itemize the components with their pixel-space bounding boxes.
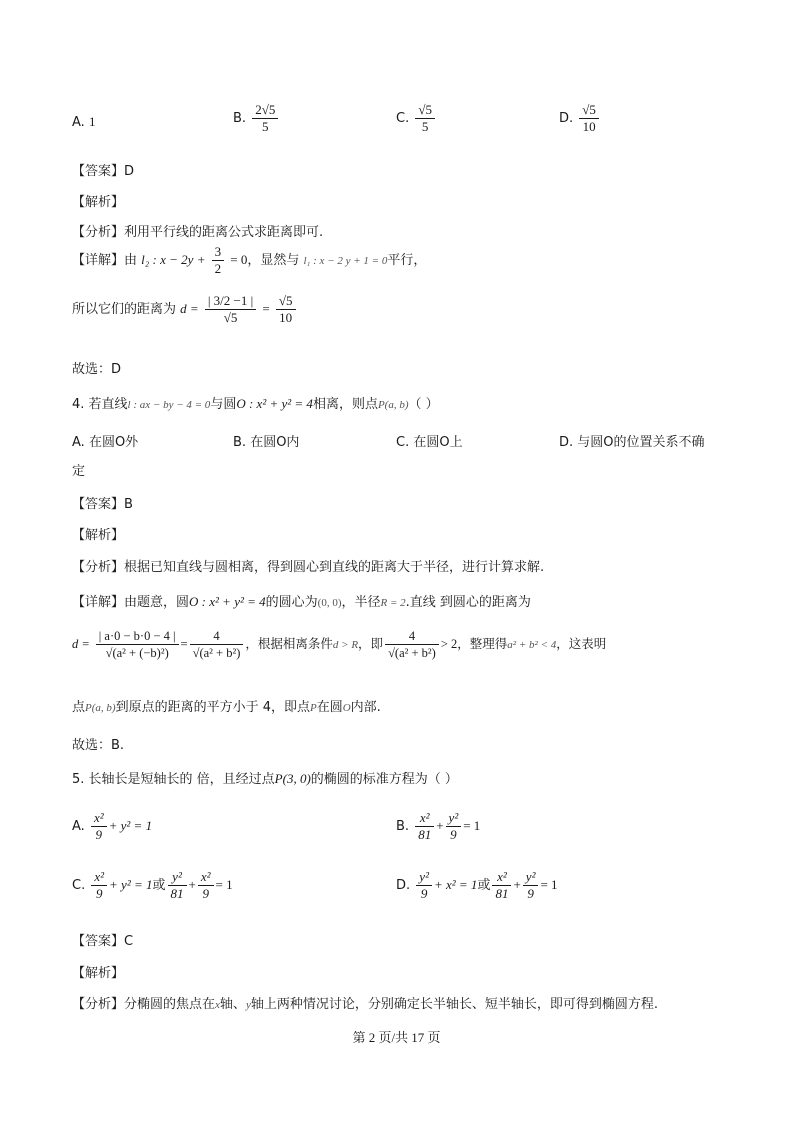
q3-option-d xyxy=(559,102,601,135)
equation-circle: O : x² + y² = 4 xyxy=(189,594,266,609)
analysis-heading: 【解析】 xyxy=(72,528,125,543)
inequality-tail: > 2 xyxy=(440,637,458,651)
equation-d: d = xyxy=(72,637,90,651)
option-letter: A. xyxy=(72,115,85,130)
q4-stem xyxy=(72,393,439,412)
numerator: y² xyxy=(416,869,432,886)
denominator: 10 xyxy=(279,310,293,325)
text: ，即 xyxy=(358,636,384,651)
fenxi-label: 【分析】 xyxy=(72,560,125,575)
choose-text: 故选：B. xyxy=(72,738,125,753)
inequality-result: a² + b² < 4 xyxy=(507,639,557,651)
option-letter: A. xyxy=(72,819,85,834)
answer-label: 【答案】 xyxy=(72,164,125,179)
point: P(a, b) xyxy=(85,702,116,714)
answer-label: 【答案】 xyxy=(72,934,125,949)
fraction xyxy=(579,102,599,135)
answer-label: 【答案】 xyxy=(72,497,125,512)
q4-option-a xyxy=(72,431,138,450)
denominator: 81 xyxy=(170,886,184,901)
text: 与圆 xyxy=(210,397,237,412)
text: ，半径 xyxy=(341,595,381,610)
numerator: √5 xyxy=(276,293,296,310)
q5-option-c xyxy=(72,869,233,902)
numerator: 4 xyxy=(190,628,244,645)
q4-option-c xyxy=(396,431,463,450)
text: 由 xyxy=(124,253,138,268)
text: 轴上两种情况讨论，分别确定长半轴长、短半轴长，即可得到椭圆方程. xyxy=(250,997,658,1012)
q4-distance-line: d = $\frac{| a\cdot 0 - b\cdot 0 - 4 |}{\text{√(a² + (−b)²)}}$ = $\frac{4}{\text{√(a² + b²)}}$ ，根据相离条件d > R，即 $\frac{4}{\text{√(a² + b²)}}$ > 2，整理得a² + b² < 4，这表明 xyxy=(72,629,607,660)
or-text: 或 xyxy=(477,878,491,893)
text: 的椭圆的标准方程为（ ） xyxy=(310,772,458,787)
point: P(3, 0) xyxy=(274,771,311,786)
text: 点 xyxy=(72,700,86,715)
analysis-heading: 【解析】 xyxy=(72,966,125,981)
fraction xyxy=(492,869,511,902)
numerator: √5 xyxy=(415,102,435,119)
fraction xyxy=(91,869,107,902)
equation-tail: + y² = 1 xyxy=(108,818,153,833)
equation-circle: O : x² + y² = 4 xyxy=(236,396,313,411)
denominator: 81 xyxy=(418,827,432,842)
option-letter: D. xyxy=(559,111,574,126)
option-text: 1 xyxy=(88,114,96,129)
q4-answer xyxy=(72,493,133,512)
fraction xyxy=(252,102,278,135)
q5-jiexi xyxy=(72,962,124,981)
choose-text: 故选：D xyxy=(72,362,122,377)
q3-xiangjie xyxy=(72,244,426,277)
option-text: 与圆O的位置关系不确 xyxy=(577,435,705,450)
equals-one: = 1 xyxy=(463,818,481,833)
equation-line: l : ax − by − 4 = 0 xyxy=(127,399,211,411)
xiangjie-label: 【详解】 xyxy=(72,253,125,268)
text: 相离，则点 xyxy=(312,397,378,412)
numerator: | a·0 − b·0 − 4 | xyxy=(96,628,179,645)
condition: d > R xyxy=(332,639,359,651)
point-label: P xyxy=(309,702,317,714)
q5-option-a xyxy=(72,810,152,843)
equation-d: d = xyxy=(180,301,199,316)
page-number: 第 2 页/共 17 页 xyxy=(352,1030,441,1045)
fraction xyxy=(205,293,256,326)
q3-answer xyxy=(72,160,134,179)
fraction xyxy=(523,869,539,902)
fraction xyxy=(198,869,214,902)
fenxi-label: 【分析】 xyxy=(72,997,125,1012)
text: 在圆 xyxy=(316,700,343,715)
text: 内部. xyxy=(350,700,381,715)
fraction xyxy=(415,102,435,135)
equals-one: = 1 xyxy=(540,877,558,892)
option-letter: C. xyxy=(396,111,410,126)
numerator: √5 xyxy=(579,102,599,119)
q4-fenxi xyxy=(72,556,544,575)
numerator: x² xyxy=(91,869,107,886)
text: 分椭圆的焦点在 xyxy=(124,997,216,1012)
q4-option-b xyxy=(233,431,299,450)
denominator: 9 xyxy=(450,827,457,842)
or-text: 或 xyxy=(152,878,166,893)
q3-choose xyxy=(72,358,121,377)
numerator: x² xyxy=(415,810,434,827)
option-letter: C. xyxy=(396,435,410,450)
equals-one: = 1 xyxy=(215,877,233,892)
text: ，显然与 xyxy=(247,253,300,268)
fraction xyxy=(212,244,225,277)
denominator: 5 xyxy=(421,119,429,134)
text: ，整理得 xyxy=(457,636,508,651)
q3-jiexi xyxy=(72,191,124,210)
denominator: √(a² + b²) xyxy=(192,646,241,660)
q5-option-b xyxy=(396,810,480,843)
q4-jiexi xyxy=(72,524,124,543)
denominator: 9 xyxy=(202,886,209,901)
option-text: 在圆O上 xyxy=(413,435,463,450)
q4-xiangjie xyxy=(72,591,531,610)
numerator: 3 xyxy=(212,244,225,261)
q5-stem xyxy=(72,768,458,787)
q5-option-d xyxy=(396,869,558,902)
xiangjie-label: 【详解】 xyxy=(72,595,125,610)
denominator: 9 xyxy=(95,886,103,901)
q3-distance: 所以它们的距离为 d = $\frac{| 3/2 -1 |}{√5}$ = $\frac{√5}{10}$ xyxy=(72,293,298,326)
option-text: 定 xyxy=(72,464,86,479)
text: .直线 到圆心的距离为 xyxy=(405,595,531,610)
text: ，这表明 xyxy=(556,636,607,651)
circle-label: O xyxy=(342,702,351,714)
option-letter: A. xyxy=(72,435,85,450)
numerator: x² xyxy=(91,810,107,827)
denominator: 2 xyxy=(214,261,222,276)
fraction xyxy=(415,810,434,843)
denominator: 9 xyxy=(527,886,534,901)
equation-tail: = 0 xyxy=(230,252,248,267)
q3-option-b xyxy=(233,102,280,135)
option-text: 在圆O内 xyxy=(250,435,300,450)
text: 的圆心为 xyxy=(265,595,318,610)
option-text: 在圆O外 xyxy=(88,435,139,450)
equation-l1: l₁ : x − 2 y + 1 = 0 xyxy=(303,255,388,267)
equation-l2: l₂ : x − 2y + xyxy=(141,252,206,267)
plus: + xyxy=(188,877,196,892)
denominator: √(a² + b²) xyxy=(388,646,436,660)
answer-value: B xyxy=(124,497,133,512)
numerator: y² xyxy=(446,810,462,827)
fraction xyxy=(96,628,179,661)
numerator: x² xyxy=(198,869,214,886)
option-letter: B. xyxy=(396,819,410,834)
center: (0, 0) xyxy=(317,597,342,609)
numerator: | 3/2 −1 | xyxy=(205,293,256,310)
option-letter: B. xyxy=(233,111,247,126)
text: 由题意，圆 xyxy=(124,595,190,610)
denominator: 5 xyxy=(262,119,269,134)
text: 平行， xyxy=(387,253,427,268)
fenxi-text: 根据已知直线与圆相离，得到圆心到直线的距离大于半径，进行计算求解. xyxy=(124,560,545,575)
fraction xyxy=(91,810,107,843)
option-letter: D. xyxy=(559,435,574,450)
q3-option-c xyxy=(396,102,437,135)
axis-y: y xyxy=(245,999,251,1011)
option-letter: D. xyxy=(396,878,411,893)
plus: + xyxy=(436,818,444,833)
answer-value: D xyxy=(124,164,135,179)
text: 所以它们的距离为 xyxy=(72,302,177,317)
equation-tail: + x² = 1 xyxy=(433,877,478,892)
q5-fenxi xyxy=(72,993,658,1012)
numerator: 4 xyxy=(385,628,439,645)
text: 5. 长轴长是短轴长的 倍，且经过点 xyxy=(72,772,275,787)
q4-conclusion xyxy=(72,696,381,715)
equation-tail: + y² = 1 xyxy=(109,877,153,892)
answer-value: C xyxy=(124,934,134,949)
text: 4. 若直线 xyxy=(72,397,128,412)
denominator: √5 xyxy=(223,310,238,325)
q5-answer xyxy=(72,930,133,949)
denominator: 9 xyxy=(420,886,428,901)
point: P(a, b) xyxy=(377,399,409,411)
axis-x: x xyxy=(215,999,220,1011)
numerator: x² xyxy=(492,869,511,886)
fraction xyxy=(385,628,439,661)
numerator: y² xyxy=(523,869,539,886)
denominator: √(a² + (−b)²) xyxy=(105,646,169,660)
fraction xyxy=(190,628,244,661)
numerator: y² xyxy=(168,869,187,886)
radius: R = 2 xyxy=(380,597,406,609)
plus: + xyxy=(513,877,521,892)
denominator: 9 xyxy=(95,827,103,842)
option-letter: B. xyxy=(233,435,247,450)
q4-choose xyxy=(72,734,124,753)
fraction xyxy=(446,810,462,843)
fenxi-text: 利用平行线的距离公式求距离即可. xyxy=(124,225,324,240)
analysis-heading: 【解析】 xyxy=(72,195,125,210)
denominator: 10 xyxy=(582,119,596,134)
option-letter: C. xyxy=(72,878,86,893)
fraction xyxy=(276,293,296,326)
text: 到原点的距离的平方小于 4，即点 xyxy=(115,700,310,715)
text: （ ） xyxy=(408,397,439,412)
page-footer xyxy=(0,1027,793,1046)
denominator: 81 xyxy=(495,886,509,901)
q3-fenxi xyxy=(72,221,323,240)
text: 轴、 xyxy=(219,997,246,1012)
numerator: 2√5 xyxy=(252,102,278,119)
text: ，根据相离条件 xyxy=(245,636,333,651)
fraction xyxy=(416,869,432,902)
q4-option-d xyxy=(559,431,705,450)
fenxi-label: 【分析】 xyxy=(72,225,125,240)
q3-option-a xyxy=(72,114,95,130)
q4-option-d-cont xyxy=(72,460,85,479)
fraction xyxy=(168,869,187,902)
